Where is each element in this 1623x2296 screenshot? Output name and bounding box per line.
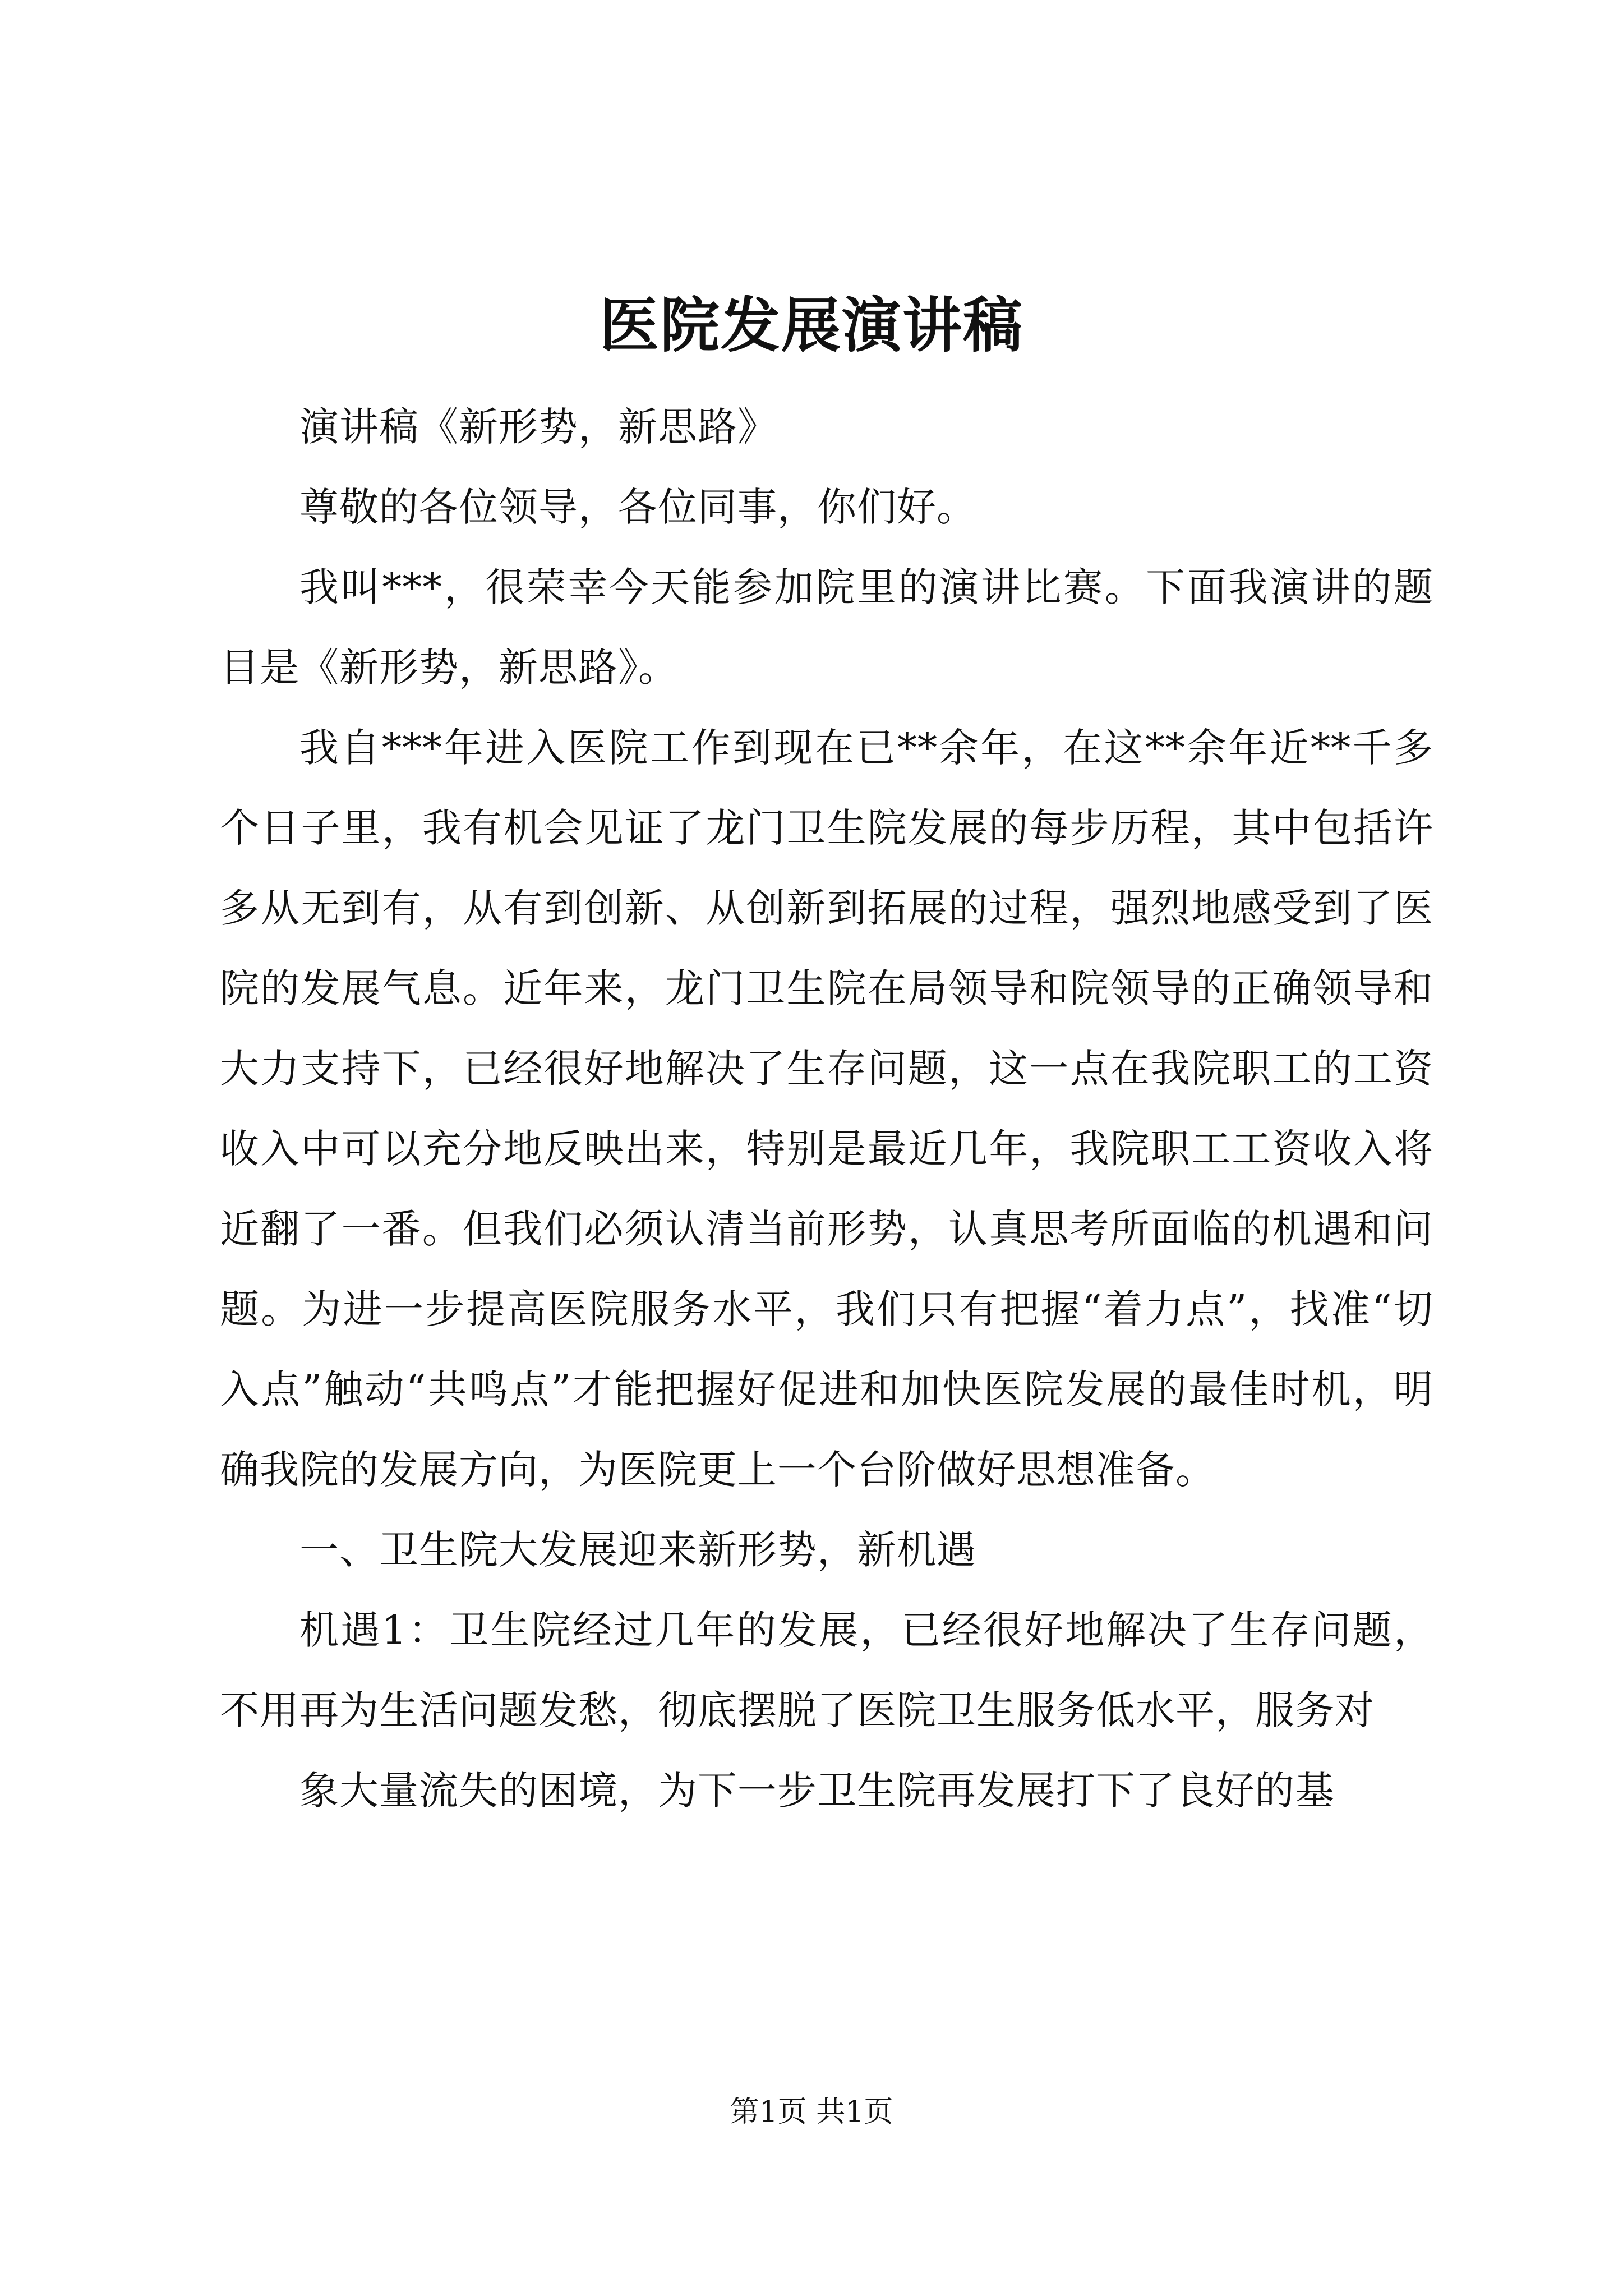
page-footer: 第1页 共1页 <box>730 2095 893 2129</box>
paragraph-subtitle: 演讲稿《新形势，新思路》 <box>299 404 777 450</box>
paragraph-main: 我自***年进入医院工作到现在已**余年，在这**余年近**千多个日子里，我有机会见证了龙门卫生院发展的每步历程，其中包括许多从无到有，从有到创新、从创新到拓展的过程，强烈地感受到了医院的发展气息。近年来，龙门卫生院在局领导和院领导的正确领导和大力支持下，已经很好地解决了生存问题，这一点在我院职工的工资收入中可以充分地反映出来，特别是最近几年，我院职工工资收入将近翻了一番。但我们必须认清当前形势，认真思考所面临的机遇和问题。为进一步提高医院服务水平，我们只有把握“着力点”，找准“切入点”触动“共鸣点”才能把握好促进和加快医院发展的最佳时机，明确我院的发展方向，为医院更上一个台阶做好思想准备。 <box>220 725 1433 1493</box>
paragraph-continuation: 象大量流失的困境，为下一步卫生院再发展打下了良好的基 <box>299 1768 1335 1814</box>
paragraph-greeting: 尊敬的各位领导，各位同事，你们好。 <box>299 484 976 530</box>
paragraph-opportunity-1: 机遇1：卫生院经过几年的发展，已经很好地解决了生存问题，不用再为生活问题发愁，彻底摆脱了医院卫生服务低水平，服务对 <box>220 1607 1433 1733</box>
document-body <box>220 387 1433 1831</box>
document-title: 医院发展演讲稿 <box>600 290 1023 360</box>
paragraph-introduction: 我叫***，很荣幸今天能参加院里的演讲比赛。下面我演讲的题目是《新形势，新思路》。 <box>220 564 1433 691</box>
section-heading: 一、卫生院大发展迎来新形势，新机遇 <box>299 1527 976 1573</box>
